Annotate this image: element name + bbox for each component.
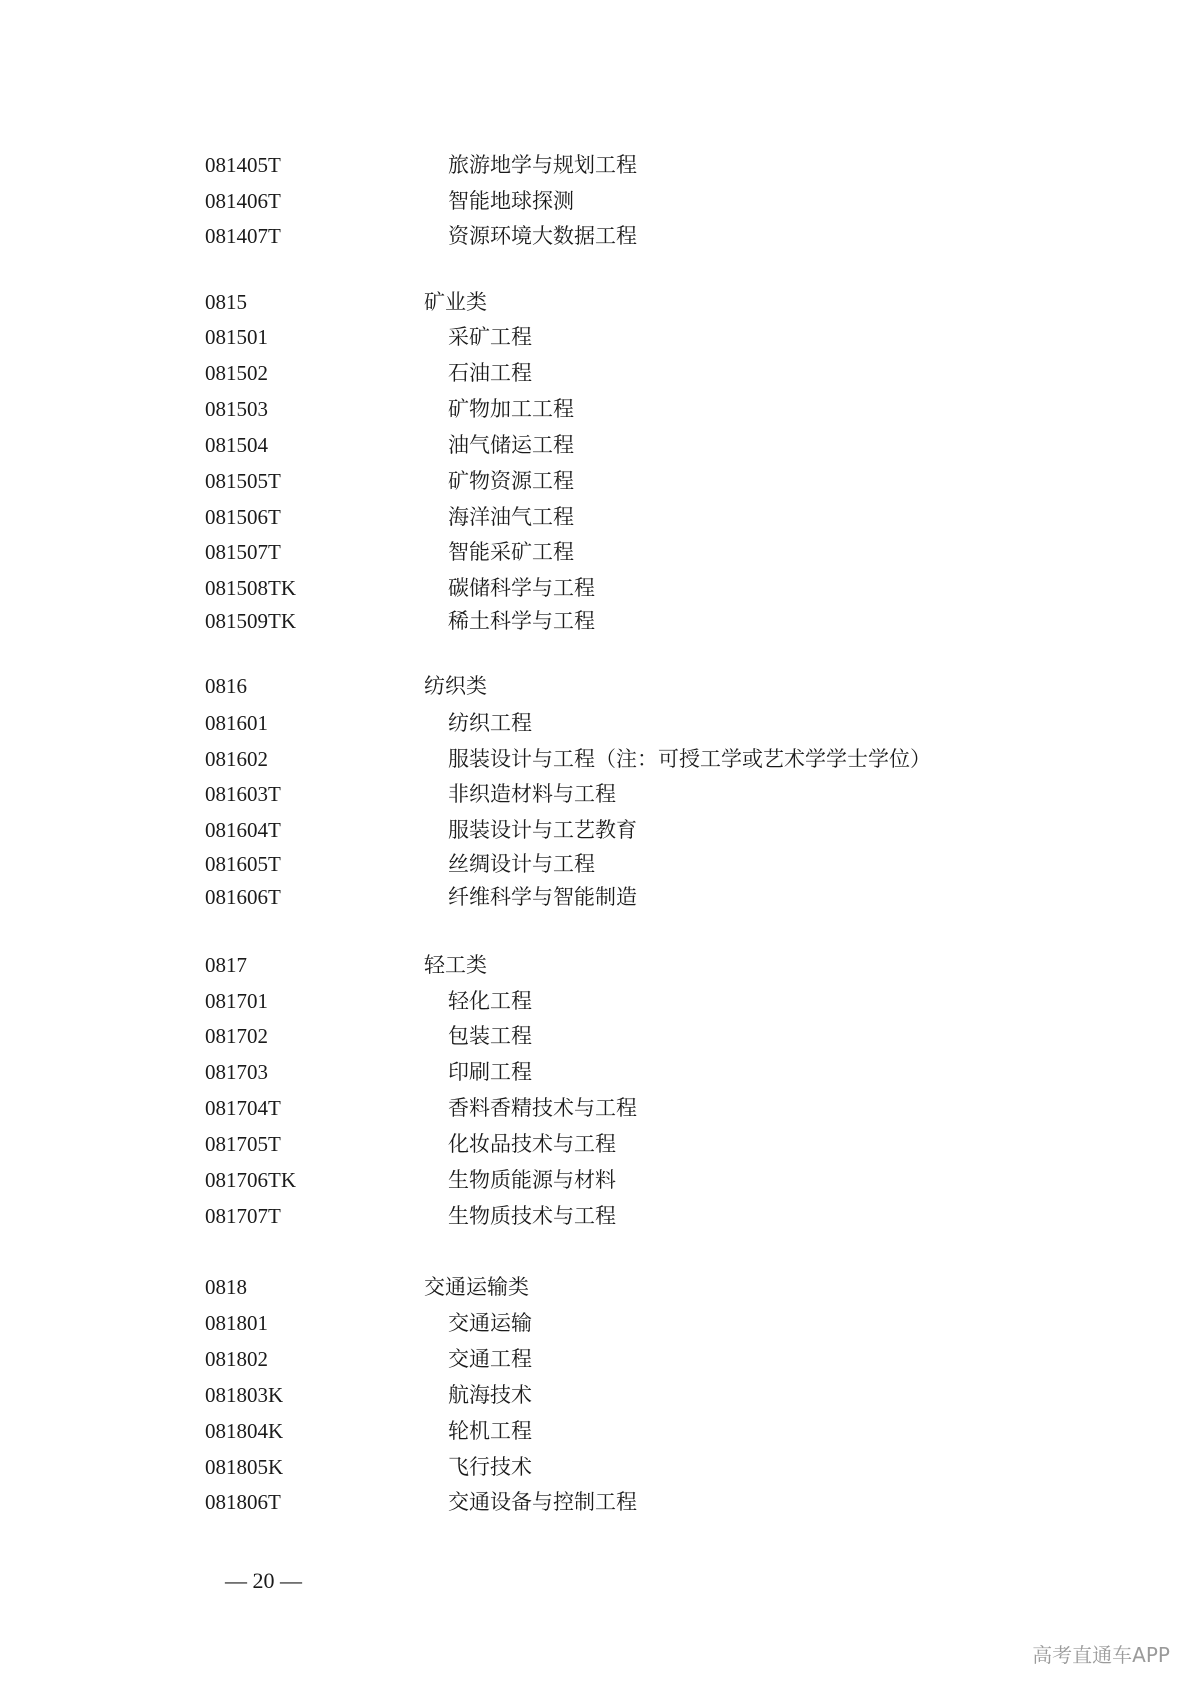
major-code: 081706TK bbox=[205, 1168, 296, 1192]
major-name: 包装工程 bbox=[448, 1024, 532, 1048]
major-code: 081603T bbox=[205, 782, 281, 806]
major-name: 非织造材料与工程 bbox=[448, 782, 616, 806]
major-code: 081705T bbox=[205, 1132, 281, 1156]
category-code: 0817 bbox=[205, 953, 247, 977]
category-name: 轻工类 bbox=[424, 953, 487, 977]
major-name: 服装设计与工程（注：可授工学或艺术学学士学位） bbox=[448, 747, 931, 771]
category-code: 0816 bbox=[205, 674, 247, 698]
major-row bbox=[0, 1487, 1190, 1517]
major-row bbox=[0, 1308, 1190, 1338]
major-code: 081507T bbox=[205, 540, 281, 564]
major-name: 石油工程 bbox=[448, 361, 532, 385]
category-row bbox=[0, 671, 1190, 701]
category-row bbox=[0, 950, 1190, 980]
major-row bbox=[0, 502, 1190, 532]
major-code: 081604T bbox=[205, 818, 281, 842]
major-name: 碳储科学与工程 bbox=[448, 576, 595, 600]
major-code: 081802 bbox=[205, 1347, 268, 1371]
major-row bbox=[0, 537, 1190, 567]
major-row bbox=[0, 573, 1190, 603]
major-code: 081509TK bbox=[205, 609, 296, 633]
major-code: 081504 bbox=[205, 433, 268, 457]
major-row bbox=[0, 186, 1190, 216]
category-name: 交通运输类 bbox=[424, 1275, 529, 1299]
category-code: 0815 bbox=[205, 290, 247, 314]
major-name: 交通工程 bbox=[448, 1347, 532, 1371]
major-row bbox=[0, 1344, 1190, 1374]
major-code: 081803K bbox=[205, 1383, 284, 1407]
major-row bbox=[0, 150, 1190, 180]
major-code: 081605T bbox=[205, 852, 281, 876]
major-row bbox=[0, 986, 1190, 1016]
major-name: 交通设备与控制工程 bbox=[448, 1490, 637, 1514]
major-name: 旅游地学与规划工程 bbox=[448, 153, 637, 177]
major-code: 081602 bbox=[205, 747, 268, 771]
major-name: 生物质能源与材料 bbox=[448, 1168, 616, 1192]
major-row bbox=[0, 815, 1190, 845]
major-name: 矿物加工工程 bbox=[448, 397, 574, 421]
major-name: 化妆品技术与工程 bbox=[448, 1132, 616, 1156]
major-row bbox=[0, 394, 1190, 424]
major-row bbox=[0, 1416, 1190, 1446]
major-code: 081405T bbox=[205, 153, 281, 177]
major-row bbox=[0, 430, 1190, 460]
major-name: 纤维科学与智能制造 bbox=[448, 885, 637, 909]
major-row bbox=[0, 1057, 1190, 1087]
major-code: 081506T bbox=[205, 505, 281, 529]
major-code: 081703 bbox=[205, 1060, 268, 1084]
major-code: 081505T bbox=[205, 469, 281, 493]
major-name: 香料香精技术与工程 bbox=[448, 1096, 637, 1120]
major-row bbox=[0, 708, 1190, 738]
major-name: 稀土科学与工程 bbox=[448, 609, 595, 633]
major-name: 轻化工程 bbox=[448, 989, 532, 1013]
major-code: 081601 bbox=[205, 711, 268, 735]
major-name: 资源环境大数据工程 bbox=[448, 224, 637, 248]
major-row bbox=[0, 1093, 1190, 1123]
major-name: 海洋油气工程 bbox=[448, 505, 574, 529]
major-row bbox=[0, 221, 1190, 251]
category-code: 0818 bbox=[205, 1275, 247, 1299]
watermark-text: 高考直通车APP bbox=[1032, 1643, 1170, 1667]
major-row bbox=[0, 358, 1190, 388]
major-name: 服装设计与工艺教育 bbox=[448, 818, 637, 842]
major-code: 081701 bbox=[205, 989, 268, 1013]
major-row bbox=[0, 779, 1190, 809]
major-code: 081503 bbox=[205, 397, 268, 421]
major-name: 印刷工程 bbox=[448, 1060, 532, 1084]
major-row bbox=[0, 322, 1190, 352]
major-row bbox=[0, 1380, 1190, 1410]
major-name: 智能地球探测 bbox=[448, 189, 574, 213]
major-row bbox=[0, 1129, 1190, 1159]
major-code: 081406T bbox=[205, 189, 281, 213]
major-name: 智能采矿工程 bbox=[448, 540, 574, 564]
major-name: 生物质技术与工程 bbox=[448, 1204, 616, 1228]
major-code: 081508TK bbox=[205, 576, 296, 600]
major-name: 纺织工程 bbox=[448, 711, 532, 735]
major-code: 081407T bbox=[205, 224, 281, 248]
major-name: 采矿工程 bbox=[448, 325, 532, 349]
major-row bbox=[0, 744, 1190, 774]
category-row bbox=[0, 1272, 1190, 1302]
major-row bbox=[0, 466, 1190, 496]
major-name: 航海技术 bbox=[448, 1383, 532, 1407]
major-row bbox=[0, 1165, 1190, 1195]
category-row bbox=[0, 287, 1190, 317]
major-name: 矿物资源工程 bbox=[448, 469, 574, 493]
major-code: 081707T bbox=[205, 1204, 281, 1228]
category-name: 矿业类 bbox=[424, 290, 487, 314]
major-code: 081702 bbox=[205, 1024, 268, 1048]
major-row bbox=[0, 1452, 1190, 1482]
major-code: 081804K bbox=[205, 1419, 284, 1443]
page-number: — 20 — bbox=[225, 1568, 302, 1593]
major-name: 轮机工程 bbox=[448, 1419, 532, 1443]
major-row bbox=[0, 882, 1190, 912]
major-row bbox=[0, 1021, 1190, 1051]
major-code: 081502 bbox=[205, 361, 268, 385]
major-code: 081806T bbox=[205, 1490, 281, 1514]
major-code: 081704T bbox=[205, 1096, 281, 1120]
major-code: 081805K bbox=[205, 1455, 284, 1479]
major-code: 081501 bbox=[205, 325, 268, 349]
major-row bbox=[0, 1201, 1190, 1231]
major-name: 油气储运工程 bbox=[448, 433, 574, 457]
category-name: 纺织类 bbox=[424, 674, 487, 698]
major-code: 081606T bbox=[205, 885, 281, 909]
major-name: 飞行技术 bbox=[448, 1455, 532, 1479]
major-row bbox=[0, 606, 1190, 636]
major-name: 交通运输 bbox=[448, 1311, 532, 1335]
major-name: 丝绸设计与工程 bbox=[448, 852, 595, 876]
major-code: 081801 bbox=[205, 1311, 268, 1335]
major-row bbox=[0, 849, 1190, 879]
